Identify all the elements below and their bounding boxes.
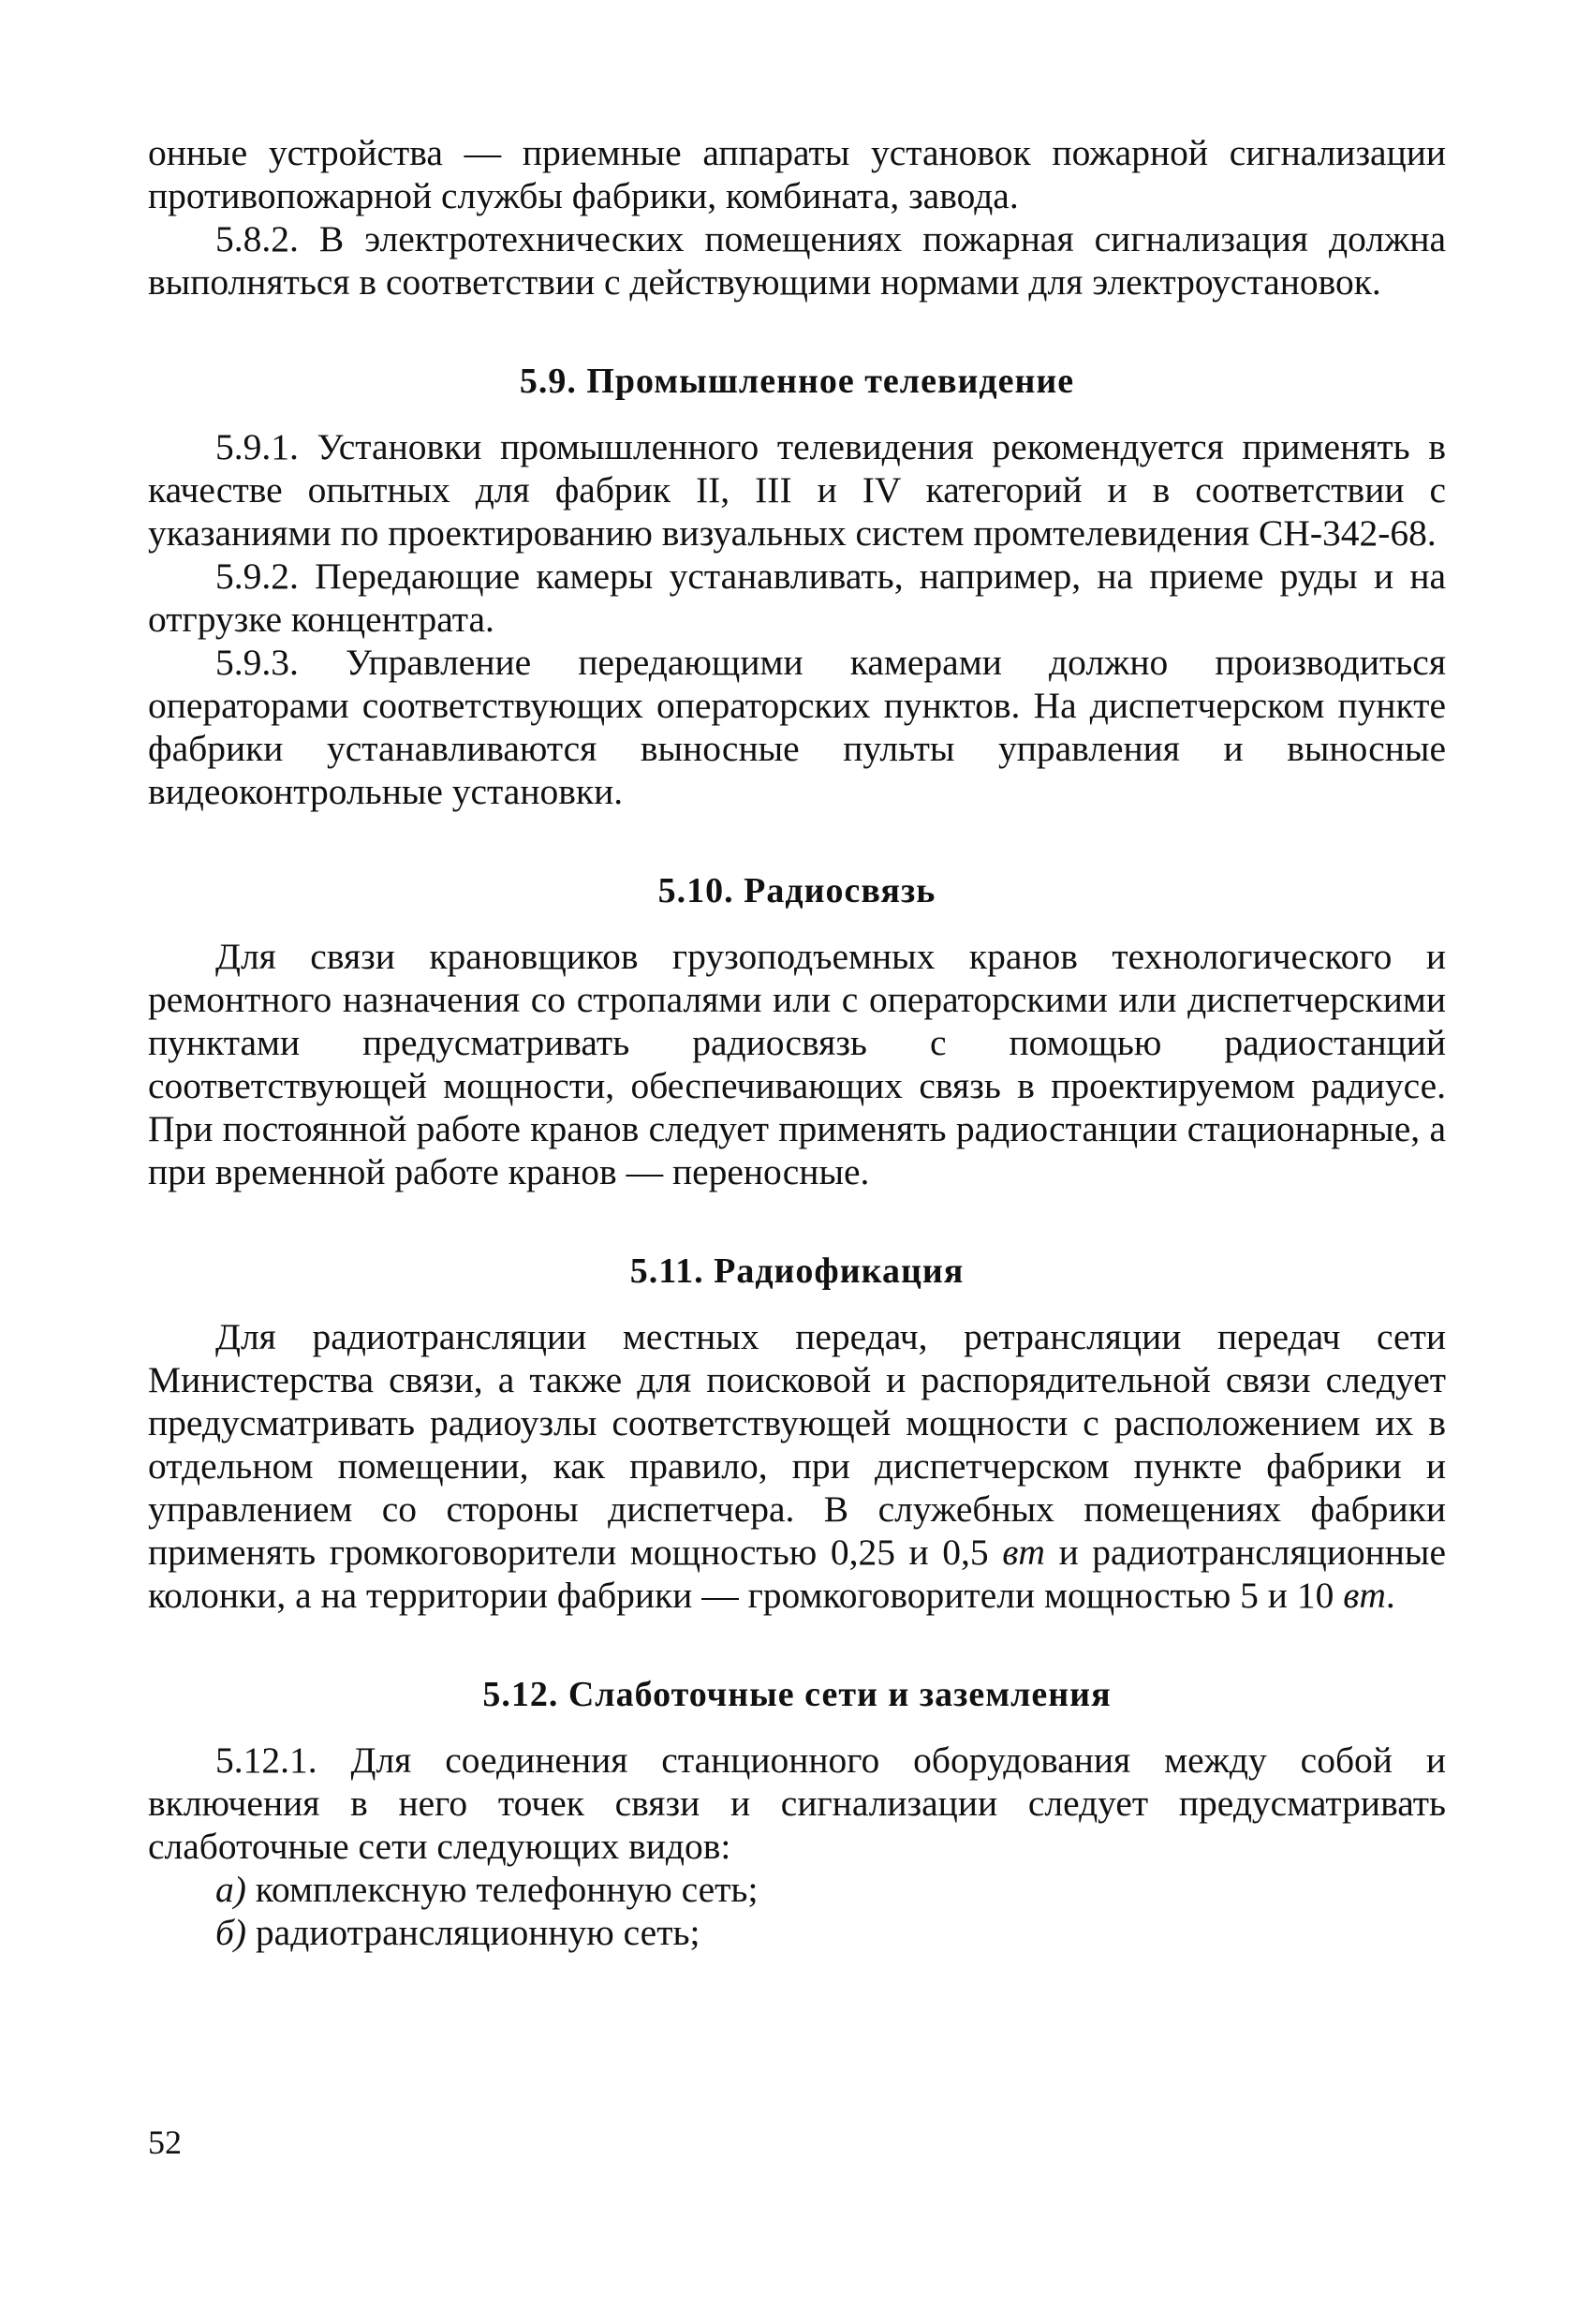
list-marker: а) — [215, 1869, 246, 1910]
list-marker: б) — [215, 1912, 247, 1953]
page-number: 52 — [148, 2124, 182, 2161]
paragraph-5-9-3: 5.9.3. Управление передающими камерами должно производиться операторами соответствующих операторских пунктов. На диспетчерском пункте фабрики устанавливаются выносные пульты управления и выносные видеоконтрольные установки. — [148, 642, 1446, 812]
list-item-text: радиотрансляционную сеть; — [255, 1912, 700, 1953]
paragraph-5-9-2: 5.9.2. Передающие камеры устанавливать, например, на приеме руды и на отгрузке концентрата. — [148, 555, 1446, 640]
list-item — [148, 1911, 1446, 1954]
section-heading-5-11: 5.11. Радиофикация — [629, 1251, 965, 1291]
paragraph-5-11-part-c: . — [1385, 1575, 1395, 1616]
section-heading-5-12: 5.12. Слаботочные сети и заземления — [482, 1675, 1112, 1714]
section-heading-5-9: 5.9. Промышленное телевидение — [519, 362, 1075, 401]
unit-watt: вт — [1002, 1532, 1045, 1573]
intro-paragraph-1: онные устройства — приемные аппараты установок пожарной сигнализации противопожарной службы фабрики, комбината, завода. — [148, 132, 1446, 216]
list-item-text: комплексную телефонную сеть; — [255, 1869, 759, 1910]
paragraph-5-8-2: 5.8.2. В электротехнических помещениях пожарная сигнализация должна выполняться в соответствии с действующими нормами для электроустановок. — [148, 218, 1446, 303]
paragraph-5-11-part-b: и радиотрансляционные колонки, а на территории фабрики — громкоговорители мощностью 5 и 10 — [148, 1532, 1447, 1616]
paragraph-5-11 — [148, 1315, 1446, 1617]
paragraph-5-10: Для связи крановщиков грузоподъемных кранов технологического и ремонтного назначения со стропалями или с операторскими или диспетчерскими пунктами предусматривать радиосвязь с помощью радиостанций соответствующей мощности, обеспечивающих связь в проектируемом радиусе. При постоянной работе кранов следует применять радиостанции стационарные, а при временной работе кранов — переносные. — [148, 936, 1446, 1192]
paragraph-5-12-1: 5.12.1. Для соединения станционного оборудования между собой и включения в него точек связи и сигнализации следует предусматривать слаботочные сети следующих видов: — [148, 1739, 1446, 1867]
unit-watt: вт — [1343, 1575, 1386, 1616]
section-heading-5-10: 5.10. Радиосвязь — [657, 871, 936, 910]
paragraph-5-9-1: 5.9.1. Установки промышленного телевидения рекомендуется применять в качестве опытных для фабрик II, III и IV категорий и в соответствии с указаниями по проектированию визуальных систем промтелевидения СН-342-68. — [148, 426, 1446, 554]
paragraph-5-11-part-a: Для радиотрансляции местных передач, ретрансляции передач сети Министерства связи, а также для поисковой и распорядительной связи следует предусматривать радиоузлы соответствующей мощности с расположением их в отдельном помещении, как правило, при диспетчерском пункте фабрики и управлением со стороны диспетчера. В служебных помещениях фабрики применять громкоговорители мощностью 0,25 и 0,5 — [148, 1316, 1446, 1573]
list-item — [148, 1868, 1446, 1911]
document-page — [148, 131, 1446, 1954]
